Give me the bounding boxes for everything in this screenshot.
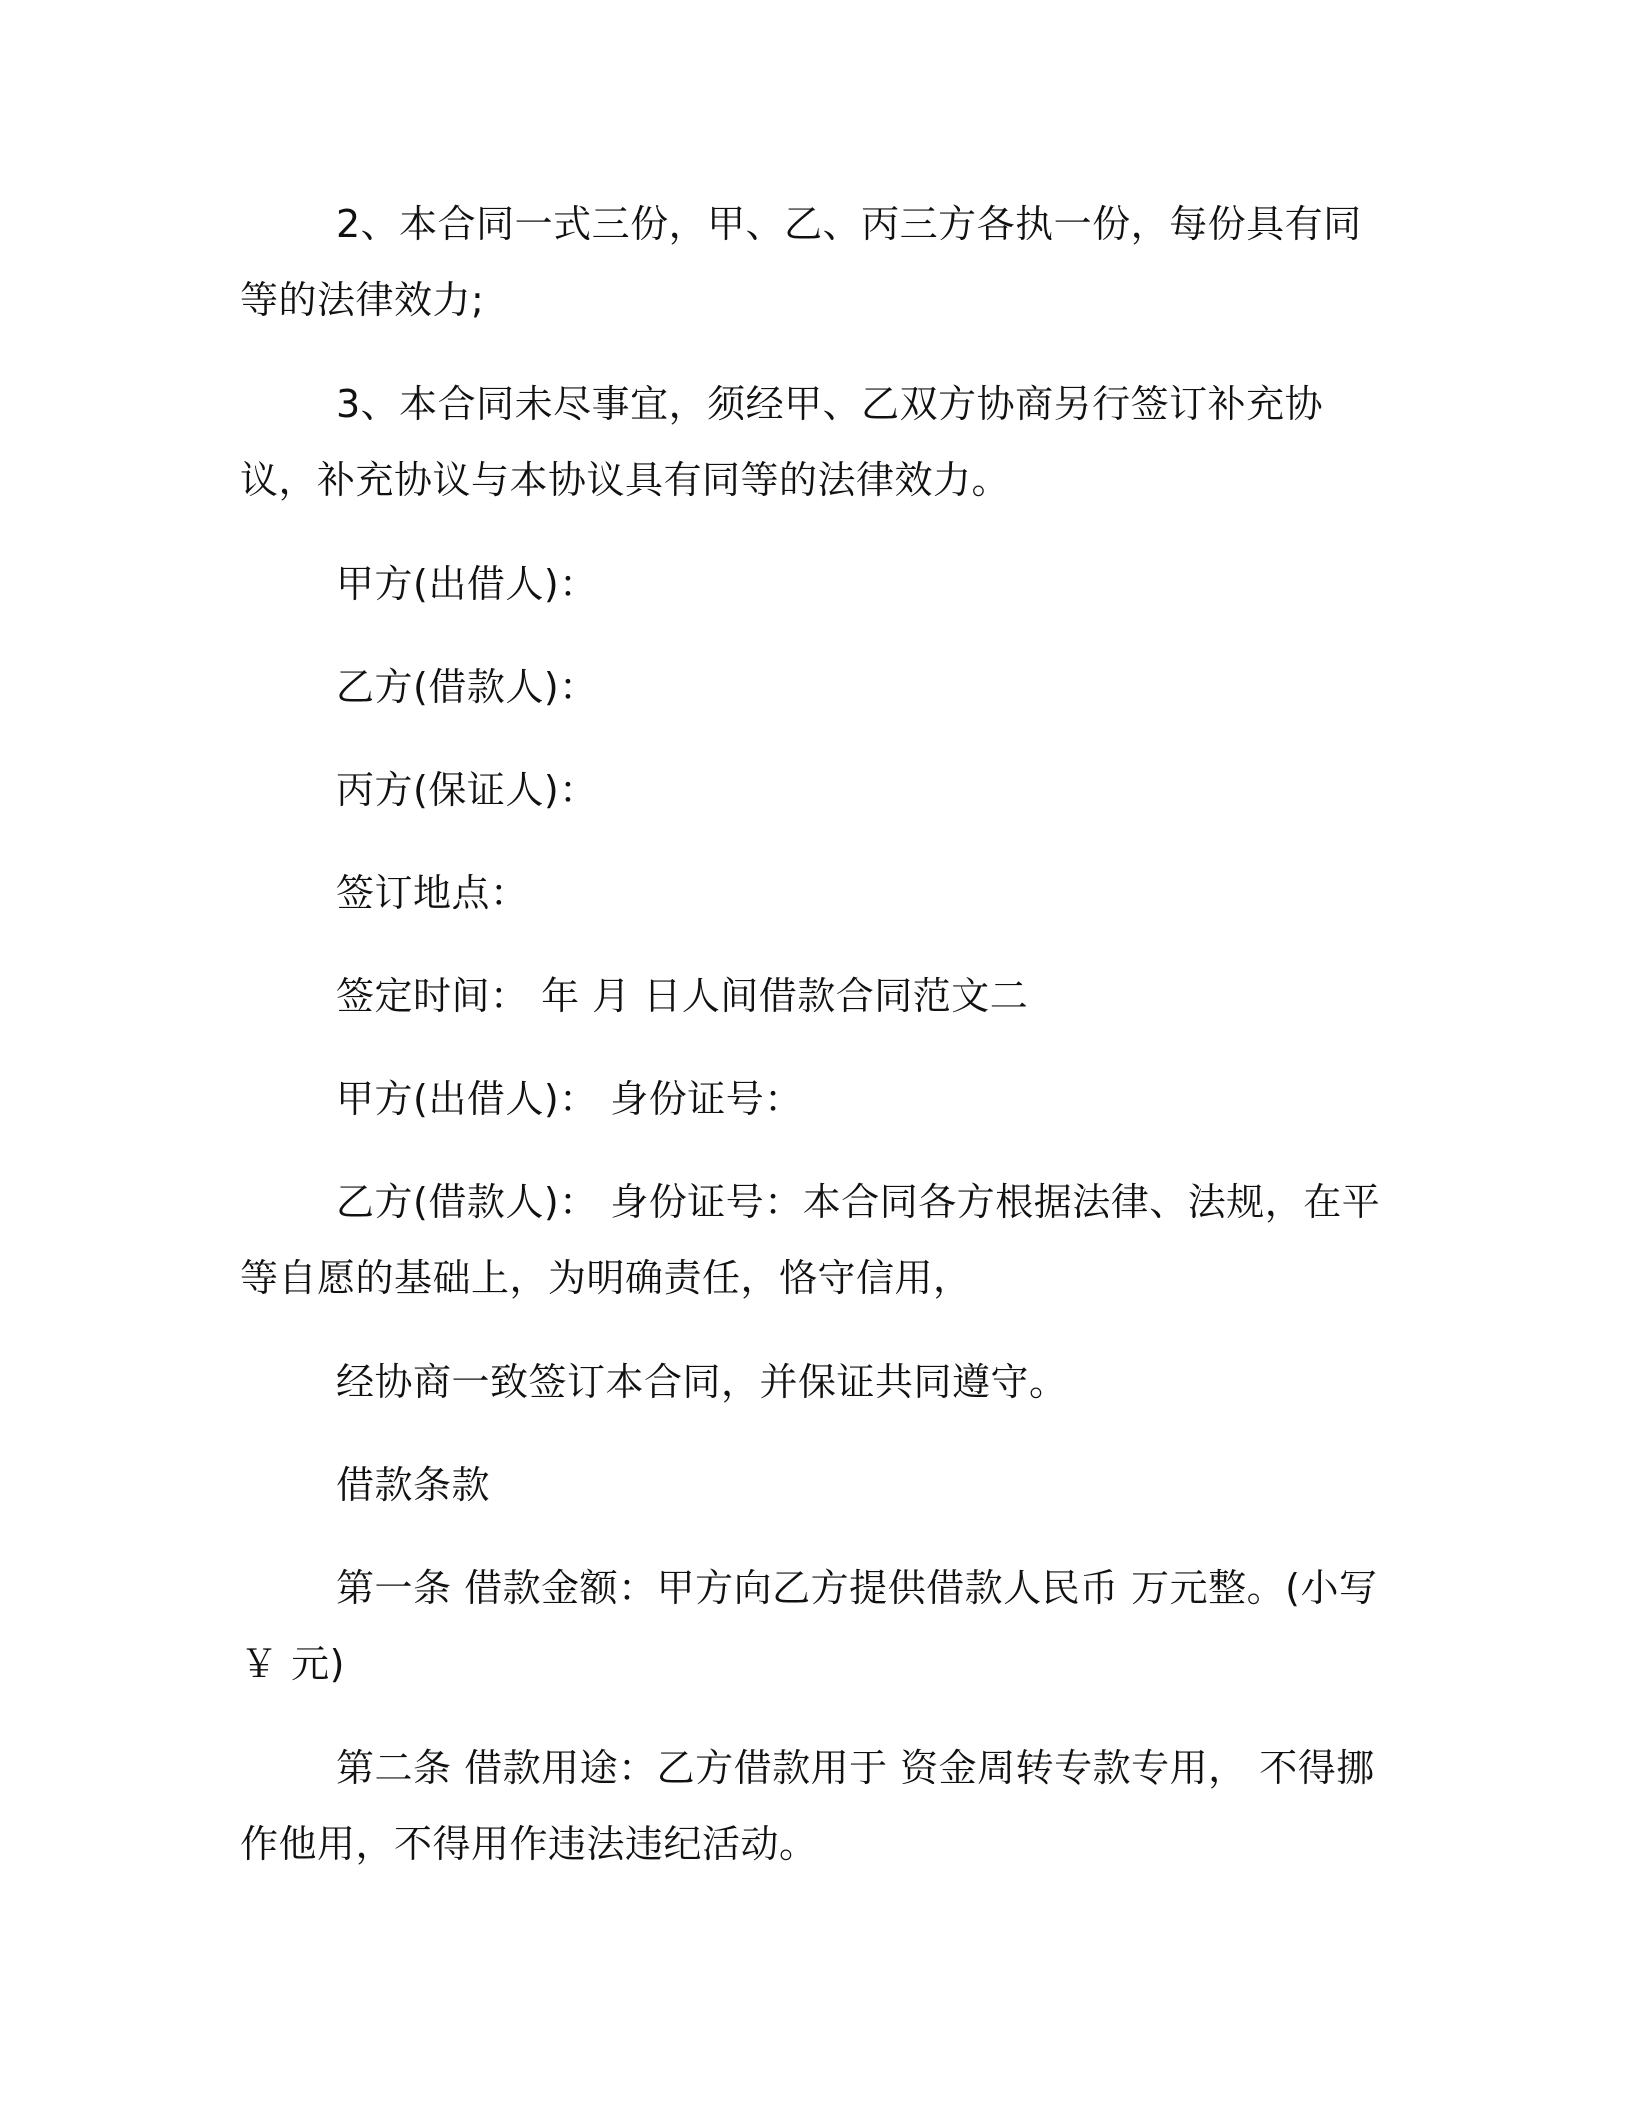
paragraph-article-2: 第二条 借款用途：乙方借款用于 资金周转专款专用， 不得挪作他用，不得用作违法违纪活动。 — [240, 1746, 1375, 1866]
paragraph-signing-place: 签订地点： — [336, 871, 529, 915]
paragraph-borrower-id: 乙方(借款人)： 身份证号：本合同各方根据法律、法规，在平等自愿的基础上，为明确责任，恪守信用， — [240, 1180, 1381, 1300]
paragraph-party-a: 甲方(出借人)： — [336, 562, 598, 606]
document-body — [240, 186, 1390, 1910]
paragraph-agreement: 经协商一致签订本合同，并保证共同遵守。 — [336, 1360, 1068, 1404]
paragraph-article-1: 第一条 借款金额：甲方向乙方提供借款人民币 万元整。(小写￥ 元) — [240, 1566, 1378, 1686]
paragraph-clause-2: 2、本合同一式三份，甲、乙、丙三方各执一份，每份具有同等的法律效力; — [240, 202, 1362, 322]
section-heading-loan-terms: 借款条款 — [336, 1463, 491, 1507]
paragraph-signing-time: 签定时间： 年 月 日人间借款合同范文二 — [336, 974, 1029, 1018]
paragraph-party-b: 乙方(借款人)： — [336, 665, 598, 709]
paragraph-party-c: 丙方(保证人)： — [336, 768, 598, 812]
paragraph-lender-id: 甲方(出借人)： 身份证号： — [336, 1077, 803, 1121]
paragraph-clause-3: 3、本合同未尽事宜，须经甲、乙双方协商另行签订补充协议，补充协议与本协议具有同等的法律效力。 — [240, 382, 1324, 502]
